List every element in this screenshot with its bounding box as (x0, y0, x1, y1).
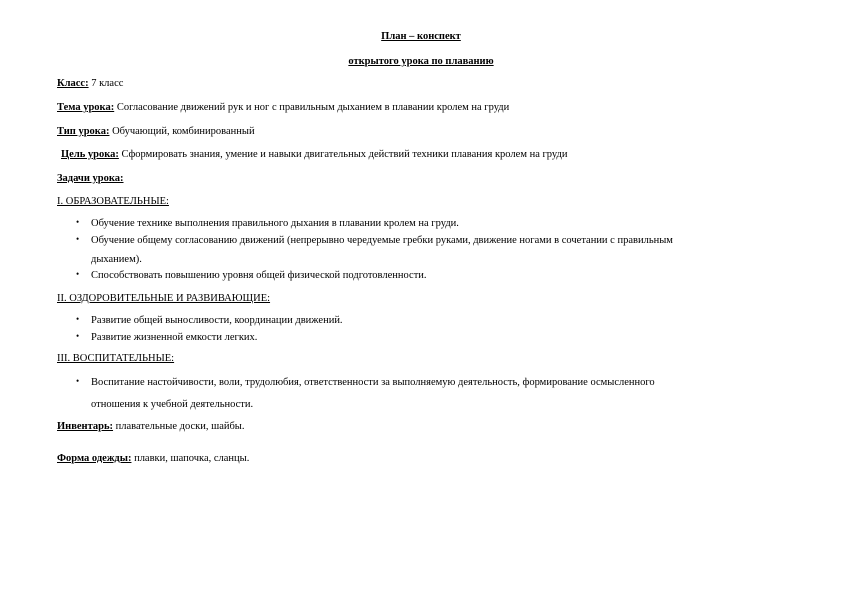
lesson-type-row (57, 125, 255, 138)
bullet-icon: • (76, 314, 80, 324)
list-item-continuation: отношения к учебной деятельности. (91, 399, 254, 410)
section-educational-heading: I. ОБРАЗОВАТЕЛЬНЫЕ: (57, 196, 169, 207)
section-upbringing-heading: III. ВОСПИТАТЕЛЬНЫЕ: (57, 353, 175, 364)
clothing-row (57, 452, 249, 465)
class-row (57, 77, 123, 90)
equipment-label: Инвентарь: (57, 421, 114, 432)
bullet-icon: • (76, 234, 80, 244)
list-item: Обучение технике выполнения правильного дыхания в плавании кролем на груди. (91, 218, 459, 229)
bullet-icon: • (76, 269, 80, 279)
list-item-continuation: дыханием). (91, 254, 142, 265)
topic-label: Тема урока: (57, 102, 115, 113)
topic-value: Согласование движений рук и ног с правильным дыханием в плавании кролем на груди (114, 102, 510, 113)
clothing-value: плавки, шапочка, сланцы. (131, 453, 250, 464)
topic-row (57, 101, 509, 114)
lesson-type-value: Обучающий, комбинированный (109, 126, 255, 137)
lesson-type-label: Тип урока: (57, 126, 110, 137)
goal-value: Сформировать знания, умение и навыки двигательных действий техники плавания кролем на груди (118, 149, 568, 160)
title-line-2: открытого урока по плаванию (348, 56, 494, 67)
list-item: Обучение общему согласованию движений (непрерывно чередуемые гребки руками, движение ногами в сочетании с правильным (91, 235, 673, 246)
title-line-1: План – конспект (381, 31, 461, 42)
bullet-icon: • (76, 331, 80, 341)
class-label: Класс: (57, 78, 89, 89)
list-item: Развитие жизненной емкости легких. (91, 332, 258, 343)
section-health-heading: II. ОЗДОРОВИТЕЛЬНЫЕ И РАЗВИВАЮЩИЕ: (57, 293, 271, 304)
class-value: 7 класс (88, 78, 124, 89)
bullet-icon: • (76, 217, 80, 227)
clothing-label: Форма одежды: (57, 453, 132, 464)
goal-row (61, 148, 567, 161)
list-item: Способствовать повышению уровня общей физической подготовленности. (91, 270, 427, 281)
list-item: Развитие общей выносливости, координации движений. (91, 315, 343, 326)
list-item: Воспитание настойчивости, воли, трудолюбия, ответственности за выполняемую деятельность, формирование осмысленного (91, 377, 655, 388)
bullet-icon: • (76, 376, 80, 386)
tasks-label: Задачи урока: (57, 173, 124, 184)
equipment-row (57, 420, 245, 433)
equipment-value: плавательные доски, шайбы. (113, 421, 245, 432)
goal-label: Цель урока: (61, 149, 119, 160)
